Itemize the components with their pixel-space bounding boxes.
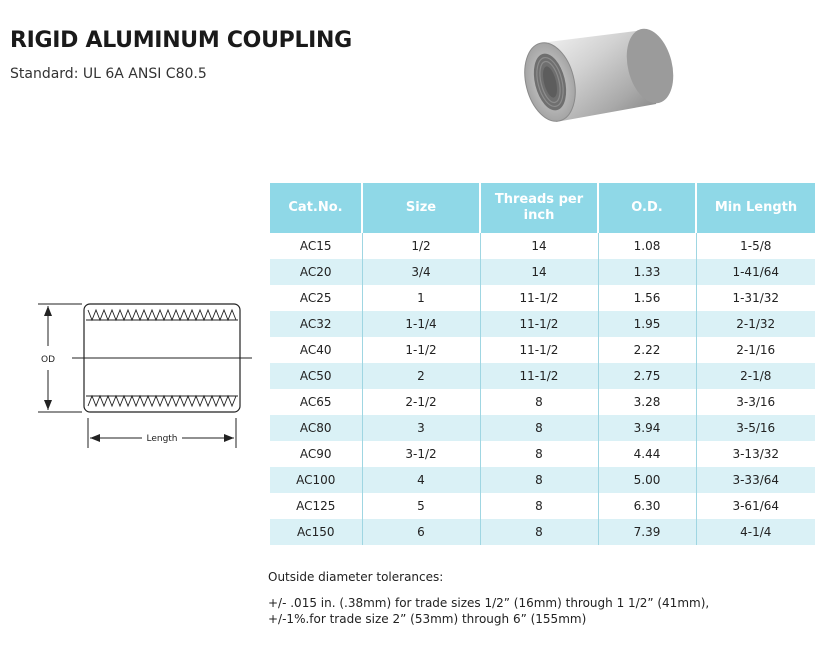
cat-no-cell: AC40 [270,337,362,363]
od-cell: 1.08 [598,233,696,259]
min-length-cell: 3-5/16 [696,415,815,441]
table-row [270,337,815,363]
size-cell: 6 [362,519,480,545]
table-header-row [270,183,815,233]
cat-no-cell: AC20 [270,259,362,285]
size-cell: 5 [362,493,480,519]
column-header: Cat.No. [270,183,362,233]
min-length-cell: 4-1/4 [696,519,815,545]
min-length-cell: 3-33/64 [696,467,815,493]
od-cell: 1.95 [598,311,696,337]
min-length-cell: 1-31/32 [732,291,780,305]
od-cell: 5.00 [598,467,696,493]
column-header: Threads per inch [480,183,598,233]
min-length-cell: 2-1/16 [736,343,776,357]
od-cell: 4.44 [598,441,696,467]
table-row [270,441,815,467]
page-title: RIGID ALUMINUM COUPLING [10,28,352,53]
threads-cell: 14 [480,259,598,285]
min-length-cell: 3-3/16 [736,395,776,409]
threads-cell: 11-1/2 [480,311,598,337]
table-row [270,519,815,545]
min-length-cell: 2-1/8 [696,363,815,389]
coupling-drawing [32,296,254,456]
od-label: OD [40,355,56,365]
threads-cell: 11-1/2 [480,363,598,389]
threads-cell: 8 [480,467,598,493]
cat-no-cell: AC100 [270,467,362,493]
spec-table [270,183,815,545]
table-row [270,363,815,389]
table-row [270,389,815,415]
od-cell: 1.56 [598,285,696,311]
column-header: Min Length [696,183,815,233]
length-label: Length [146,434,178,444]
size-cell: 2-1/2 [362,389,480,415]
min-length-cell: 1-41/64 [696,259,815,285]
cat-no-cell: AC80 [270,415,362,441]
tolerance-heading: Outside diameter tolerances: [268,570,444,584]
cat-no-cell: AC15 [270,233,362,259]
od-cell: 6.30 [598,493,696,519]
table-row [270,285,815,311]
table-row [270,493,815,519]
table-row [270,467,815,493]
standard-label: Standard: UL 6A ANSI C80.5 [10,66,207,82]
size-cell: 1 [362,285,480,311]
size-cell: 3/4 [362,259,480,285]
size-cell: 4 [362,467,480,493]
table-row [270,415,815,441]
od-cell: 7.39 [598,519,696,545]
min-length-cell: 3-13/32 [732,447,780,461]
tolerance-notes [268,569,709,627]
threads-cell: 8 [480,389,598,415]
coupling-photo [522,22,684,134]
size-cell: 1-1/4 [362,311,480,337]
table-row [270,311,815,337]
table-row [270,259,815,285]
column-header: Size [362,183,480,233]
threads-cell: 8 [480,441,598,467]
min-length-cell: 1-5/8 [740,239,772,253]
cat-no-cell: AC125 [270,493,362,519]
column-header: O.D. [598,183,696,233]
tolerance-line-2: +/-1%.for trade size 2” (53mm) through 6” (155mm) [268,612,587,626]
table-row [270,233,815,259]
min-length-cell: 3-61/64 [732,499,780,513]
cat-no-cell: AC65 [270,389,362,415]
size-cell: 1-1/2 [362,337,480,363]
cat-no-cell: Ac150 [270,519,362,545]
size-cell: 1/2 [362,233,480,259]
cat-no-cell: AC25 [270,285,362,311]
threads-cell: 11-1/2 [480,337,598,363]
cat-no-cell: AC90 [270,441,362,467]
threads-cell: 8 [480,519,598,545]
size-cell: 2 [362,363,480,389]
od-cell: 2.22 [598,337,696,363]
size-cell: 3 [362,415,480,441]
od-cell: 3.94 [598,415,696,441]
threads-cell: 8 [480,493,598,519]
od-cell: 2.75 [598,363,696,389]
od-cell: 3.28 [598,389,696,415]
cat-no-cell: AC50 [270,363,362,389]
threads-cell: 14 [480,233,598,259]
min-length-cell: 2-1/32 [696,311,815,337]
tolerance-line-1: +/- .015 in. (.38mm) for trade sizes 1/2” (16mm) through 1 1/2” (41mm), [268,596,710,610]
threads-cell: 11-1/2 [480,285,598,311]
threads-cell: 8 [480,415,598,441]
od-cell: 1.33 [598,259,696,285]
cat-no-cell: AC32 [270,311,362,337]
size-cell: 3-1/2 [362,441,480,467]
